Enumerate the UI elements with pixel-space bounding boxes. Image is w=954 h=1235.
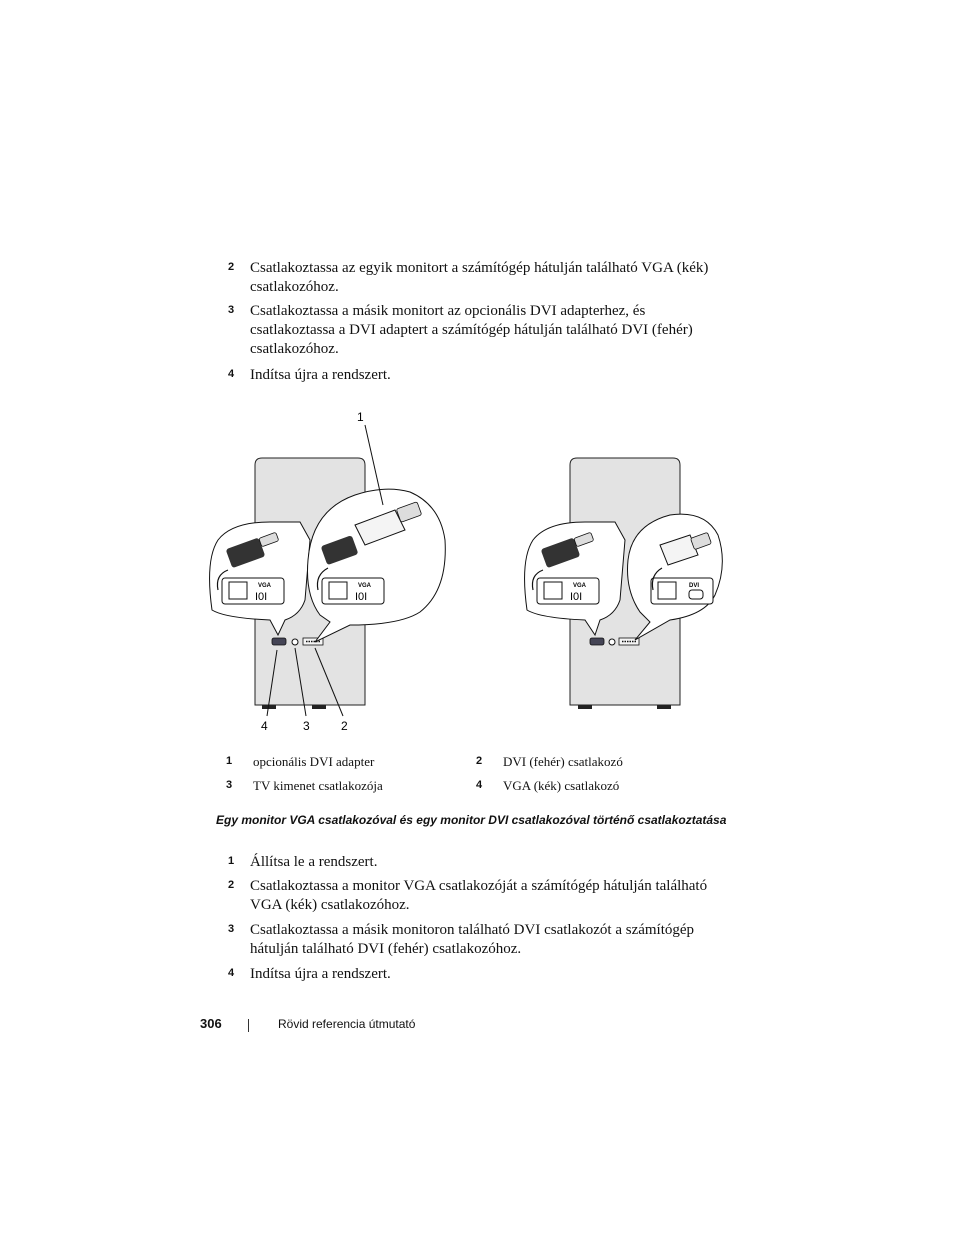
legend-text: TV kimenet csatlakozója	[253, 778, 383, 793]
legend-number: 2	[476, 755, 483, 767]
svg-text:I0I: I0I	[570, 591, 583, 603]
footer-divider	[248, 1019, 249, 1032]
footer-title: Rövid referencia útmutató	[278, 1017, 416, 1031]
step-top-4	[228, 366, 728, 385]
legend-number: 4	[476, 779, 483, 791]
connection-diagram	[0, 400, 954, 740]
step-number: 3	[228, 304, 235, 316]
dvi-adapter-callout-bubble	[308, 489, 446, 642]
dvi-label: DVI	[689, 583, 700, 589]
legend-text: VGA (kék) csatlakozó	[503, 778, 620, 793]
legend-number: 1	[226, 755, 233, 767]
step-text: Csatlakoztassa az egyik monitort a számítógép hátulján található VGA (kék) csatlakozóhoz.	[250, 260, 709, 295]
svg-text:I0I: I0I	[255, 591, 268, 603]
step-text: Csatlakoztassa a másik monitort az opcionális DVI adapterhez, és csatlakoztassa a DVI adaptert a számítógép hátulján található DVI (fehér) csatlakozóhoz.	[250, 303, 693, 357]
step-bottom-2	[228, 877, 728, 915]
legend-number: 3	[226, 779, 233, 791]
page-number: 306	[200, 1016, 222, 1031]
step-text: Indítsa újra a rendszert.	[250, 966, 391, 982]
step-number: 2	[228, 261, 235, 273]
step-text: Állítsa le a rendszert.	[250, 854, 378, 870]
step-bottom-4	[228, 965, 728, 984]
step-text: Csatlakoztassa a monitor VGA csatlakozóját a számítógép hátulján található VGA (kék) csatlakozóhoz.	[250, 878, 708, 913]
step-number: 2	[228, 879, 235, 891]
svg-text:VGA: VGA	[573, 583, 587, 589]
step-number: 4	[228, 967, 235, 979]
step-bottom-1	[228, 853, 728, 872]
svg-text:I0I: I0I	[355, 591, 368, 603]
callout-4: 4	[261, 719, 268, 733]
section-subheading: Egy monitor VGA csatlakozóval és egy monitor DVI csatlakozóval történő csatlakoztatása	[216, 813, 727, 827]
callout-1: 1	[357, 410, 364, 424]
callout-2: 2	[341, 719, 348, 733]
step-text: Indítsa újra a rendszert.	[250, 367, 391, 383]
callout-3: 3	[303, 719, 310, 733]
legend-text: DVI (fehér) csatlakozó	[503, 754, 623, 769]
step-top-2	[228, 259, 728, 297]
step-top-3	[228, 302, 728, 359]
step-bottom-3	[228, 921, 728, 959]
legend-text: opcionális DVI adapter	[253, 754, 375, 769]
svg-text:VGA: VGA	[358, 583, 372, 589]
step-number: 4	[228, 368, 235, 380]
step-text: Csatlakoztassa a másik monitoron található DVI csatlakozót a számítógép hátulján található DVI (fehér) csatlakozóhoz.	[250, 922, 695, 957]
step-number: 1	[228, 855, 235, 867]
vga-label: VGA	[258, 583, 272, 589]
step-number: 3	[228, 923, 235, 935]
